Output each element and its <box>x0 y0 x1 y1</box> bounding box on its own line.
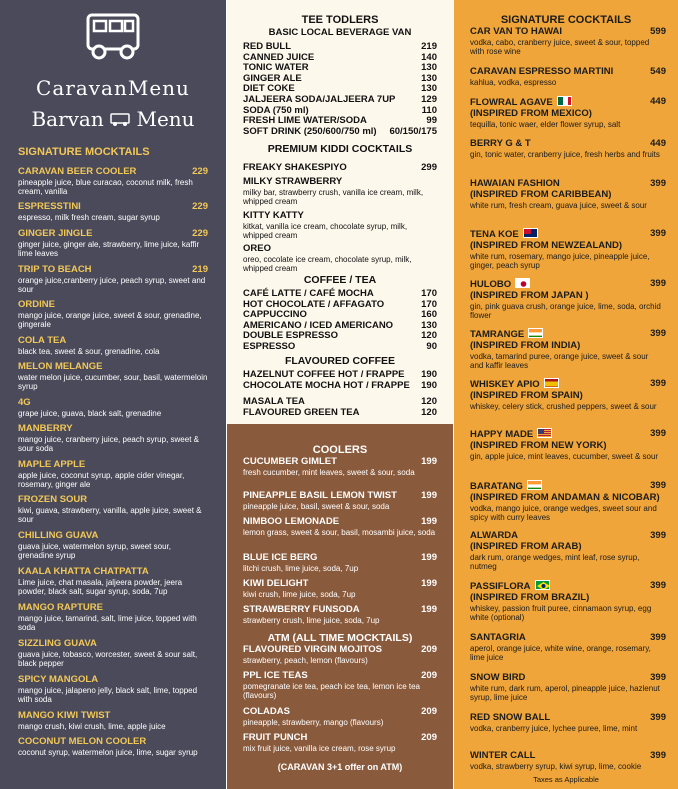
beverage-row <box>243 95 437 106</box>
coolers-column <box>227 424 453 789</box>
item-price: 399 <box>650 328 666 339</box>
kiddi-item <box>243 243 437 274</box>
item-description: strawberry, peach, lemon (flavours) <box>243 656 368 665</box>
item-inspiration: (INSPIRED FROM ARAB) <box>470 541 582 552</box>
beverage-row <box>243 42 437 53</box>
item-price: 299 <box>421 162 437 173</box>
item-name: KAALA KHATTA CHATPATTA <box>18 566 149 577</box>
item-description: coconut syrup, watermelon juice, lime, sugar syrup <box>18 748 198 757</box>
item-price: 219 <box>421 41 437 52</box>
item-name: SOFT DRINK (250/600/750 ml) <box>243 125 377 137</box>
cocktail-item <box>470 378 666 411</box>
mocktail-item <box>18 397 208 418</box>
item-name: STRAWBERRY FUNSODA <box>243 604 360 615</box>
item-description: whiskey, celery stick, crushed peppers, sweet & sour <box>470 402 657 411</box>
cocktail-item <box>470 26 666 57</box>
item-description: mango juice, cranberry juice, peach syrup, sweet & sour soda <box>18 435 199 454</box>
item-description: vodka, cabo, cranberry juice, sweet & sour, topped with rose wine <box>470 38 650 57</box>
item-name: FLAVOURED VIRGIN MOJITOS <box>243 644 382 655</box>
item-description: guava juice, watermelon syrup, sweet sour, grenadine syrup <box>18 542 171 561</box>
item-price: 209 <box>421 732 437 743</box>
item-name: TONIC WATER <box>243 62 309 74</box>
item-price: 399 <box>650 178 666 189</box>
item-name: COCONUT MELON COOLER <box>18 736 147 747</box>
mocktail-item <box>18 494 208 525</box>
cocktail-item <box>470 278 666 321</box>
item-price: 130 <box>421 72 437 84</box>
item-description: fresh cucumber, mint leaves, sweet & sour, soda <box>243 468 415 477</box>
item-name: NIMBOO LEMONADE <box>243 516 340 527</box>
mexico-flag-icon <box>557 96 572 106</box>
item-name: CAFÉ LATTE / CAFÉ MOCHA <box>243 288 374 299</box>
item-name: BARATANG <box>470 480 662 492</box>
cocktail-item <box>470 66 666 87</box>
item-name: HULOBO <box>470 278 662 290</box>
mocktail-item <box>18 423 208 454</box>
item-price: 160 <box>421 309 437 321</box>
mocktail-item <box>18 166 208 197</box>
item-name: FROZEN SOUR <box>18 494 88 505</box>
item-name: HAZELNUT COFFEE HOT / FRAPPE <box>243 369 405 380</box>
item-name: GINGER JINGLE <box>18 228 93 239</box>
item-name: CARAVAN BEER COOLER <box>18 166 137 177</box>
item-description: tequilla, tonic waer, elder flower syrup, salt <box>470 120 621 129</box>
item-inspiration: (INSPIRED FROM BRAZIL) <box>470 592 590 603</box>
item-price: 399 <box>650 712 666 723</box>
mocktail-item <box>18 638 208 669</box>
item-name: COLADAS <box>243 706 290 717</box>
flavoured-row <box>243 397 437 408</box>
item-description: espresso, milk fresh cream, sugar syrup <box>18 213 160 222</box>
section-heading-kiddi: PREMIUM KIDDI COCKTAILS <box>267 143 413 155</box>
caravan-icon <box>85 12 143 62</box>
item-description: gin, pink guava crush, orange juice, lime, soda, orchid flower <box>470 302 661 321</box>
item-description: pomegranate ice tea, peach ice tea, lemon ice tea (flavours) <box>243 682 420 701</box>
item-inspiration: (INSPIRED FROM INDIA) <box>470 340 581 351</box>
usa-flag-icon <box>537 428 552 438</box>
brand-subtitle: Barvan Menu <box>31 107 195 131</box>
item-description: white rum, fresh cream, guava juice, sweet & sour <box>470 201 647 210</box>
item-name: CHILLING GUAVA <box>18 530 99 541</box>
item-inspiration: (INSPIRED FROM SPAIN) <box>470 390 583 401</box>
item-price: 449 <box>650 96 666 107</box>
item-price: 90 <box>426 341 437 352</box>
item-name: TAMRANGE <box>470 328 662 340</box>
item-name: PINEAPPLE BASIL LEMON TWIST <box>243 490 397 501</box>
item-name: HAPPY MADE <box>470 428 662 440</box>
section-heading-atm: ATM (ALL TIME MOCKTAILS) <box>267 632 413 644</box>
item-name: SANTAGRIA <box>470 632 526 643</box>
item-description: vodka, tamarind puree, orange juice, sweet & sour and kaffir leaves <box>470 352 649 371</box>
flavoured-row <box>243 381 437 392</box>
mocktail-item <box>18 459 208 490</box>
item-description: water melon juice, cucumber, sour, basil, watermeloin syrup <box>18 373 208 392</box>
item-price: 599 <box>650 26 666 37</box>
item-description: grape juice, guava, black salt, grenadine <box>18 409 162 418</box>
item-name: SIZZLING GUAVA <box>18 638 97 649</box>
flavoured-row <box>243 370 437 381</box>
kiddi-item <box>243 162 437 173</box>
item-name: WINTER CALL <box>470 750 536 761</box>
cocktail-item <box>470 228 666 271</box>
item-name: CANNED JUICE <box>243 51 315 63</box>
cocktail-item <box>470 632 666 663</box>
cocktails-column <box>454 0 678 789</box>
nz-flag-icon <box>523 228 538 238</box>
item-name: MILKY STRAWBERRY <box>243 176 343 187</box>
mocktail-item <box>18 299 208 330</box>
item-name: FLAVOURED GREEN TEA <box>243 407 360 418</box>
item-name: RED BULL <box>243 41 292 52</box>
item-description: gin, apple juice, mint leaves, cucumber, sweet & sour <box>470 452 659 461</box>
item-name: HAWAIAN FASHION <box>470 178 560 189</box>
mocktail-item <box>18 566 208 597</box>
item-name: JALJEERA SODA/JALJEERA 7UP <box>243 94 396 105</box>
item-description: kiwi crush, lime juice, soda, 7up <box>243 590 356 599</box>
item-price: 190 <box>421 369 437 380</box>
item-price: 120 <box>421 407 437 418</box>
item-price: 399 <box>650 632 666 643</box>
item-description: kiwi, guava, strawberry, vanilla, apple juice, sweet & sour <box>18 506 202 525</box>
item-description: kahlua, vodka, espresso <box>470 78 557 87</box>
item-price: 130 <box>421 62 437 74</box>
item-price: 199 <box>421 516 437 527</box>
item-price: 140 <box>421 51 437 63</box>
coffee-row <box>243 342 437 353</box>
cooler-item <box>243 516 437 537</box>
item-name: PPL ICE TEAS <box>243 670 308 681</box>
item-description: white rum, dark rum, aperol, pineapple juice, hazlenut syrup, lime juice <box>470 684 660 703</box>
section-heading-mocktails: SIGNATURE MOCKTAILS <box>18 146 150 158</box>
item-description: pineapple, strawberry, mango (flavours) <box>243 718 384 727</box>
item-price: 209 <box>421 670 437 681</box>
atm-offer-note: (CARAVAN 3+1 offer on ATM) <box>277 762 403 772</box>
brand-title: CaravanMenu <box>36 76 190 100</box>
item-description: pineapple juice, blue curacao, coconut milk, fresh cream, vanilla <box>18 178 193 197</box>
atm-item <box>243 670 437 701</box>
cocktail-item <box>470 712 666 733</box>
item-name: TRIP TO BEACH <box>18 264 92 275</box>
mocktails-column <box>0 0 226 789</box>
item-price: 199 <box>421 456 437 467</box>
flavoured-row <box>243 408 437 419</box>
mocktail-item <box>18 602 208 633</box>
item-name: SPICY MANGOLA <box>18 674 99 685</box>
item-name: AMERICANO / ICED AMERICANO <box>243 319 394 331</box>
section-heading-tee-todlers: TEE TODLERS <box>301 14 379 26</box>
mocktail-item <box>18 530 208 561</box>
cocktail-item <box>470 138 666 159</box>
item-name: ORDINE <box>18 299 55 310</box>
cocktail-item <box>470 328 666 371</box>
item-inspiration: (INSPIRED FROM MEXICO) <box>470 108 592 119</box>
item-inspiration: (INSPIRED FROM JAPAN ) <box>470 290 589 301</box>
item-description: oreo, cocolate ice cream, chocolate syrup, milk, whipped cream <box>243 255 412 274</box>
item-price: 130 <box>421 83 437 95</box>
item-description: vodka, strawberry syrup, kiwi syrup, lime, cookie <box>470 762 642 771</box>
item-price: 129 <box>421 94 437 105</box>
item-price: 399 <box>650 428 666 439</box>
item-name: MANBERRY <box>18 423 73 434</box>
item-price: 209 <box>421 644 437 655</box>
item-price: 60/150/175 <box>389 125 437 137</box>
cocktail-item <box>470 580 666 623</box>
item-price: 199 <box>421 552 437 563</box>
item-inspiration: (INSPIRED FROM CARIBBEAN) <box>470 189 612 200</box>
item-inspiration: (INSPIRED FROM NEW YORK) <box>470 440 607 451</box>
item-description: black tea, sweet & sour, grenadine, cola <box>18 347 160 356</box>
item-price: 199 <box>421 604 437 615</box>
item-name: WHISKEY APIO <box>470 378 662 390</box>
item-name: DIET COKE <box>243 83 295 95</box>
item-description: whiskey, passion fruit puree, cinnamaon syrup, egg white (optional) <box>470 604 652 623</box>
item-name: FREAKY SHAKESPIYO <box>243 162 347 173</box>
item-description: apple juice, coconut syrup, apple cider vinegar, rosemary, ginger ale <box>18 471 185 490</box>
item-description: dark rum, orange wedges, mint leaf, rose syrup, nutmeg <box>470 553 640 572</box>
cocktail-item <box>470 750 666 771</box>
cooler-item <box>243 456 437 477</box>
cooler-item <box>243 552 437 573</box>
item-name: FRUIT PUNCH <box>243 732 308 743</box>
item-price: 399 <box>650 278 666 289</box>
item-description: pineapple juice, basil, sweet & sour, soda <box>243 502 390 511</box>
item-name: FLOWRAL AGAVE <box>470 96 662 108</box>
section-subheading-beverage-van: BASIC LOCAL BEVERAGE VAN <box>268 27 412 38</box>
item-name: ESPRESSTINI <box>18 201 81 212</box>
item-name: GINGER ALE <box>243 72 302 84</box>
item-name: HOT CHOCOLATE / AFFAGATO <box>243 298 385 310</box>
item-price: 190 <box>421 380 437 391</box>
item-name: BERRY G & T <box>470 138 531 149</box>
item-price: 449 <box>650 138 666 149</box>
mocktail-item <box>18 361 208 392</box>
item-description: gin, tonic water, cranberry juice, fresh herbs and fruits <box>470 150 660 159</box>
item-name: FRESH LIME WATER/SODA <box>243 115 367 127</box>
item-price: 229 <box>192 166 208 177</box>
item-name: 4G <box>18 397 31 408</box>
item-price: 399 <box>650 228 666 239</box>
item-name: SNOW BIRD <box>470 672 526 683</box>
cocktail-item <box>470 178 666 210</box>
item-name: COLA TEA <box>18 335 67 346</box>
item-description: lemon grass, sweet & sour, basil, mosambi juice, soda <box>243 528 436 537</box>
item-description: aperol, orange juice, white wine, orange, rosemary, lime juice <box>470 644 651 663</box>
spain-flag-icon <box>544 378 559 388</box>
item-price: 199 <box>421 490 437 501</box>
item-name: CARAVAN ESPRESSO MARTINI <box>470 66 614 77</box>
coffee-row <box>243 289 437 300</box>
india-flag-icon <box>527 480 542 490</box>
item-description: orange juice,cranberry juice, peach syrup, sweet and sour <box>18 276 206 295</box>
item-name: CHOCOLATE MOCHA HOT / FRAPPE <box>243 380 410 391</box>
item-description: litchi crush, lime juice, soda, 7up <box>243 564 359 573</box>
item-name: KIWI DELIGHT <box>243 578 309 589</box>
item-price: 399 <box>650 580 666 591</box>
item-description: milky bar, strawberry crush, vanilla ice cream, milk, whipped cream <box>243 188 424 207</box>
item-price: 209 <box>421 706 437 717</box>
item-price: 229 <box>192 228 208 239</box>
item-name: MAPLE APPLE <box>18 459 86 470</box>
item-name: MANGO KIWI TWIST <box>18 710 111 721</box>
item-name: DOUBLE ESPRESSO <box>243 330 339 342</box>
item-name: MASALA TEA <box>243 396 305 407</box>
item-price: 399 <box>650 750 666 761</box>
item-price: 219 <box>192 264 208 275</box>
item-description: white rum, rosemary, mango juice, pineapple juice, ginger, peach syrup <box>470 252 650 271</box>
item-name: RED SNOW BALL <box>470 712 551 723</box>
item-name: SODA (750 ml) <box>243 104 309 116</box>
item-price: 549 <box>650 66 666 77</box>
brand-logo <box>30 12 196 132</box>
cocktail-item <box>470 428 666 461</box>
item-name: ALWARDA <box>470 530 519 541</box>
section-heading-flavoured-coffee: FLAVOURED COFFEE <box>284 355 396 367</box>
beverage-row <box>243 127 437 138</box>
item-price: 199 <box>421 578 437 589</box>
mocktail-item <box>18 228 208 259</box>
item-description: mango juice, orange juice, sweet & sour, grenadine, gingerale <box>18 311 202 330</box>
item-name: MANGO RAPTURE <box>18 602 103 613</box>
item-name: BLUE ICE BERG <box>243 552 318 563</box>
item-description: mango juice, tamarind, salt, lime juice, topped with soda <box>18 614 197 633</box>
india-flag-icon <box>528 328 543 338</box>
cooler-item <box>243 578 437 599</box>
cocktail-item <box>470 672 666 703</box>
item-name: CAR VAN TO HAWAI <box>470 26 563 37</box>
item-name: CUCUMBER GIMLET <box>243 456 337 467</box>
brazil-flag-icon <box>535 580 550 590</box>
item-price: 110 <box>421 104 437 116</box>
item-price: 399 <box>650 480 666 491</box>
taxes-note: Taxes as Applicable <box>533 775 599 784</box>
section-heading-cocktails: SIGNATURE COCKTAILS <box>500 14 632 26</box>
item-inspiration: (INSPIRED FROM ANDAMAN & NICOBAR) <box>470 492 660 503</box>
atm-item <box>243 706 437 727</box>
atm-item <box>243 644 437 665</box>
item-description: mango crush, kiwi crush, lime, apple juice <box>18 722 166 731</box>
item-name: ESPRESSO <box>243 341 296 352</box>
item-price: 170 <box>421 288 437 299</box>
item-description: mango juice, jalapeno jelly, black salt, lime, topped with soda <box>18 686 198 705</box>
item-price: 399 <box>650 672 666 683</box>
item-name: MELON MELANGE <box>18 361 103 372</box>
small-van-icon <box>110 113 130 127</box>
item-price: 170 <box>421 298 437 310</box>
item-price: 120 <box>421 330 437 342</box>
item-name: CAPPUCCINO <box>243 309 307 321</box>
item-name: KITTY KATTY <box>243 210 304 221</box>
mocktail-item <box>18 335 208 356</box>
mocktail-item <box>18 710 208 731</box>
item-description: Lime juice, chat masala, jaljeera powder, jeera powder, black salt, sugar syrup, soda, 7up <box>18 578 183 597</box>
item-description: vodka, mango juice, orange wedges, sweet sour and spicy with curry leaves <box>470 504 657 523</box>
item-description: kitkat, vanilla ice cream, chocolate syrup, milk, whipped cream <box>243 222 408 241</box>
item-description: mix fruit juice, vanilla ice cream, rose syrup <box>243 744 396 753</box>
item-name: TENA KOE <box>470 228 662 240</box>
item-description: vodka, cranberry juice, lychee puree, lime, mint <box>470 724 638 733</box>
atm-item <box>243 732 437 753</box>
item-description: guava juice, tobasco, worcester, sweet & sour salt, black pepper <box>18 650 198 669</box>
section-heading-coffee: COFFEE / TEA <box>303 274 377 286</box>
kiddi-item <box>243 210 437 241</box>
item-price: 399 <box>650 530 666 541</box>
cooler-item <box>243 490 437 511</box>
item-price: 229 <box>192 201 208 212</box>
item-price: 130 <box>421 319 437 331</box>
item-description: ginger juice, ginger ale, strawberry, lime juice, kaffir lime leaves <box>18 240 200 259</box>
cocktail-item <box>470 480 666 523</box>
item-name: PASSIFLORA <box>470 580 662 592</box>
mocktail-item <box>18 264 208 295</box>
item-price: 120 <box>421 396 437 407</box>
item-price: 99 <box>426 115 437 127</box>
section-heading-coolers: COOLERS <box>312 444 368 456</box>
cocktail-item <box>470 96 666 129</box>
cooler-item <box>243 604 437 625</box>
item-price: 399 <box>650 378 666 389</box>
kiddi-item <box>243 176 437 207</box>
japan-flag-icon <box>515 278 530 288</box>
mocktail-item <box>18 736 208 757</box>
item-description: strawberry crush, lime juice, soda, 7up <box>243 616 380 625</box>
cocktail-item <box>470 530 666 572</box>
item-name: OREO <box>243 243 271 254</box>
mocktail-item <box>18 201 208 222</box>
mocktail-item <box>18 674 208 705</box>
item-inspiration: (INSPIRED FROM NEWZEALAND) <box>470 240 622 251</box>
tee-todlers-column <box>227 0 453 424</box>
